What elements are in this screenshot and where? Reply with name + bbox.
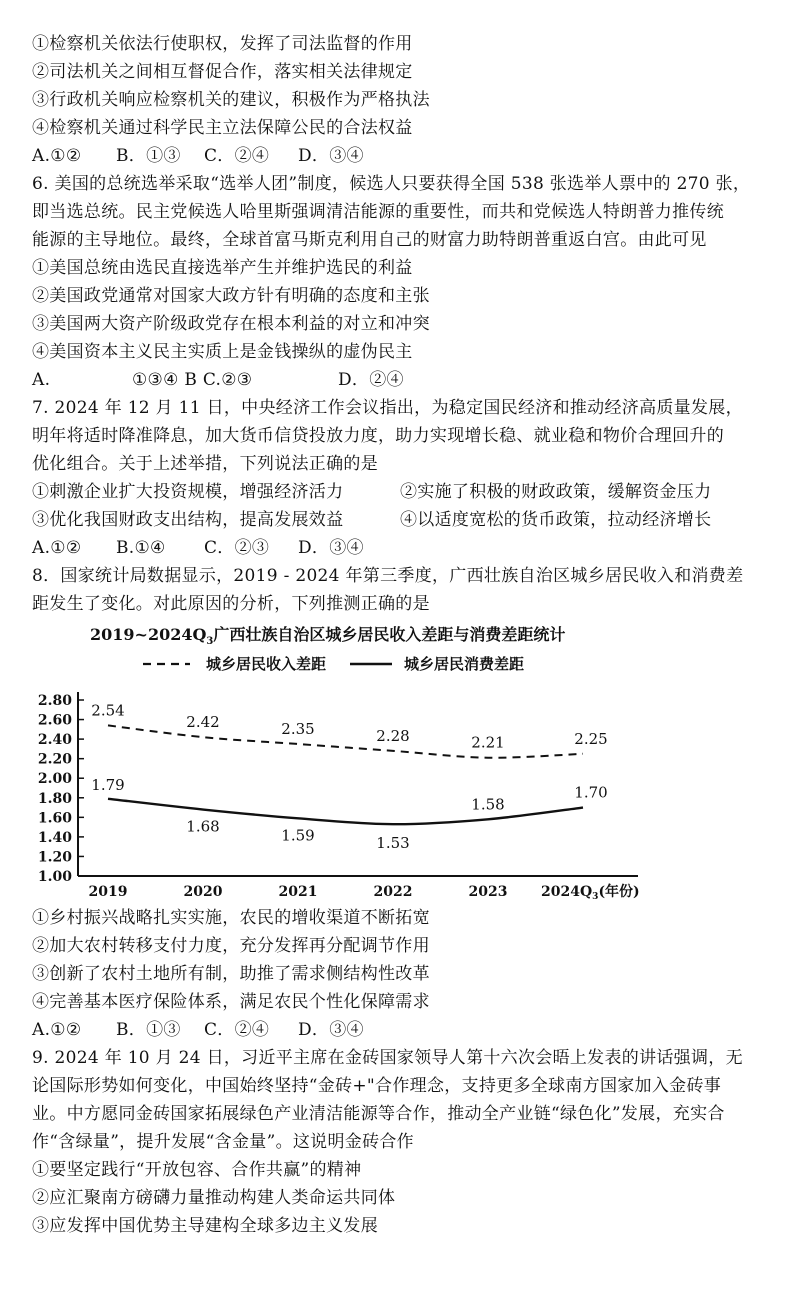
choice-a: A.①② [32,1020,82,1040]
choice-b: B．①③ [116,146,181,166]
q5-option-1: ①检察机关依法行使职权，发挥了司法监督的作用 [32,34,413,54]
x-tick-label: 2019 [88,884,128,900]
income-gap-data-label: 2.21 [471,733,505,752]
consumption-gap-data-label: 1.58 [471,795,505,814]
q7-stem-line-3: 优化组合。关于上述举措，下列说法正确的是 [32,454,378,474]
legend-income-gap: 城乡居民收入差距 [206,655,327,673]
y-tick-label: 1.80 [37,790,72,807]
q8-option-2: ②加大农村转移支付力度，充分发挥再分配调节作用 [32,936,430,956]
y-tick-label: 2.80 [37,693,72,709]
income-gap-data-label: 2.25 [574,729,608,748]
q8-option-1: ①乡村振兴战略扎实实施，农民的增收渠道不断拓宽 [32,908,430,928]
q7-choices [32,537,364,559]
consumption-gap-data-label: 1.59 [281,826,315,845]
x-tick-label: 2020 [183,884,223,900]
q9-stem-line-4: 作“含绿量”，提升发展“含金量”。这说明金砖合作 [32,1132,414,1152]
choice-d: D．②④ [338,370,404,390]
q9-option-2: ②应汇聚南方磅礴力量推动构建人类命运共同体 [32,1188,396,1208]
q5-option-4: ④检察机关通过科学民主立法保障公民的合法权益 [32,118,413,138]
data-labels [91,701,607,852]
choice-b-c: ①③④ B C.②③ [132,370,253,390]
consumption-gap-data-label: 1.53 [376,834,410,853]
consumption-gap-data-label: 1.79 [91,775,125,794]
series-income-gap-line [108,725,583,757]
y-tick-label: 2.00 [37,771,72,788]
q8-option-3: ③创新了农村土地所有制，助推了需求侧结构性改革 [32,964,430,984]
income-consumption-gap-chart [28,618,678,908]
q6-choices [32,369,404,391]
choice-a: A.①② [32,538,82,558]
q8-choices [32,1019,364,1041]
q7-stem-line-1: 7. 2024 年 12 月 11 日，中央经济工作会议指出，为稳定国民经济和推动经济高质量发展， [32,398,743,418]
q7-stem-line-2: 明年将适时降准降息，加大货币信贷投放力度，助力实现增长稳、就业稳和物价合理回升的 [32,426,724,446]
x-axis-ticks [89,884,508,900]
q6-stem-line-3: 能源的主导地位。最终，全球首富马斯克利用自己的财富力助特朗普重返白宫。由此可见 [32,230,707,250]
y-tick-label: 1.40 [37,829,72,846]
x-tick-label: 2023 [468,884,508,900]
income-gap-data-label: 2.42 [186,713,220,732]
y-tick-label: 2.40 [37,732,72,749]
chart-title: $2019\sim 2024Q_3$广西壮族自治区城乡居民收入差距与消费差距统计 [90,625,566,647]
choice-d: D．③④ [298,1020,364,1040]
legend-consumption-gap: 城乡居民消费差距 [404,655,525,673]
q9-stem-line-2: 论国际形势如何变化，中国始终坚持“金砖+"合作理念，支持更多全球南方国家加入金砖事 [32,1076,722,1096]
q5-choices [32,145,364,167]
x-tick-label: 2022 [373,884,413,900]
q7-option-2: ②实施了积极的财政政策，缓解资金压力 [400,482,712,502]
q8-stem-line-2: 距发生了变化。对此原因的分析，下列推测正确的是 [32,594,430,614]
y-tick-label: 1.20 [37,849,72,866]
q6-option-3: ③美国两大资产阶级政党存在根本利益的对立和冲突 [32,314,430,334]
consumption-gap-data-label: 1.70 [574,783,608,802]
q9-stem-line-1: 9. 2024 年 10 月 24 日，习近平主席在金砖国家领导人第十六次会晤上发表的讲话强调，无 [32,1048,743,1068]
y-tick-label: 1.00 [37,869,72,885]
q9-option-3: ③应发挥中国优势主导建构全球多边主义发展 [32,1216,378,1236]
y-tick-label: 2.60 [37,712,72,729]
choice-d: D．③④ [298,146,364,166]
q6-option-2: ②美国政党通常对国家大政方针有明确的态度和主张 [32,286,430,306]
choice-c: C．②③ [204,538,270,558]
income-gap-data-label: 2.54 [91,701,125,720]
choice-d: D．③④ [298,538,364,558]
q6-stem-line-2: 即当选总统。民主党候选人哈里斯强调清洁能源的重要性，而共和党候选人特朗普力推传统 [32,202,724,222]
consumption-gap-data-label: 1.68 [186,817,220,836]
choice-a: A.①② [32,146,82,166]
income-gap-data-label: 2.28 [376,726,410,745]
y-tick-label: 2.20 [37,751,72,768]
choice-c: C．②④ [204,1020,270,1040]
q6-stem-line-1: 6. 美国的总统选举采取“选举人团”制度，候选人只要获得全国 538 张选举人票中的 270 张， [32,174,751,194]
choice-b: B．①③ [116,1020,181,1040]
q7-option-4: ④以适度宽松的货币政策，拉动经济增长 [400,510,712,530]
q8-option-4: ④完善基本医疗保险体系，满足农民个性化保障需求 [32,992,430,1012]
q6-option-4: ④美国资本主义民主实质上是金钱操纵的虚伪民主 [32,342,413,362]
q6-option-1: ①美国总统由选民直接选举产生并维护选民的利益 [32,258,413,278]
q7-option-1: ①刺激企业扩大投资规模，增强经济活力 [32,482,344,502]
q7-option-3: ③优化我国财政支出结构，提高发展效益 [32,510,344,530]
q5-option-3: ③行政机关响应检察机关的建议，积极作为严格执法 [32,90,430,110]
choice-c: C．②④ [204,146,270,166]
q5-option-2: ②司法机关之间相互督促合作，落实相关法律规定 [32,62,413,82]
choice-a: A. [32,370,51,390]
x-tick-label-2024q3: $2024Q_3$(年份) [541,884,640,902]
x-tick-label: 2021 [278,884,318,900]
y-tick-label: 1.60 [37,810,72,827]
choice-b: B.①④ [116,538,166,558]
income-gap-data-label: 2.35 [281,720,315,738]
series-consumption-gap-line [108,799,583,824]
q9-stem-line-3: 业。中方愿同金砖国家拓展绿色产业清洁能源等合作，推动全产业链“绿色化”发展，充实合 [32,1104,725,1124]
q9-option-1: ①要坚定践行“开放包容、合作共赢”的精神 [32,1160,362,1180]
q8-stem-line-1: 8．国家统计局数据显示，2019 - 2024 年第三季度，广西壮族自治区城乡居民收入和消费差 [32,566,744,586]
